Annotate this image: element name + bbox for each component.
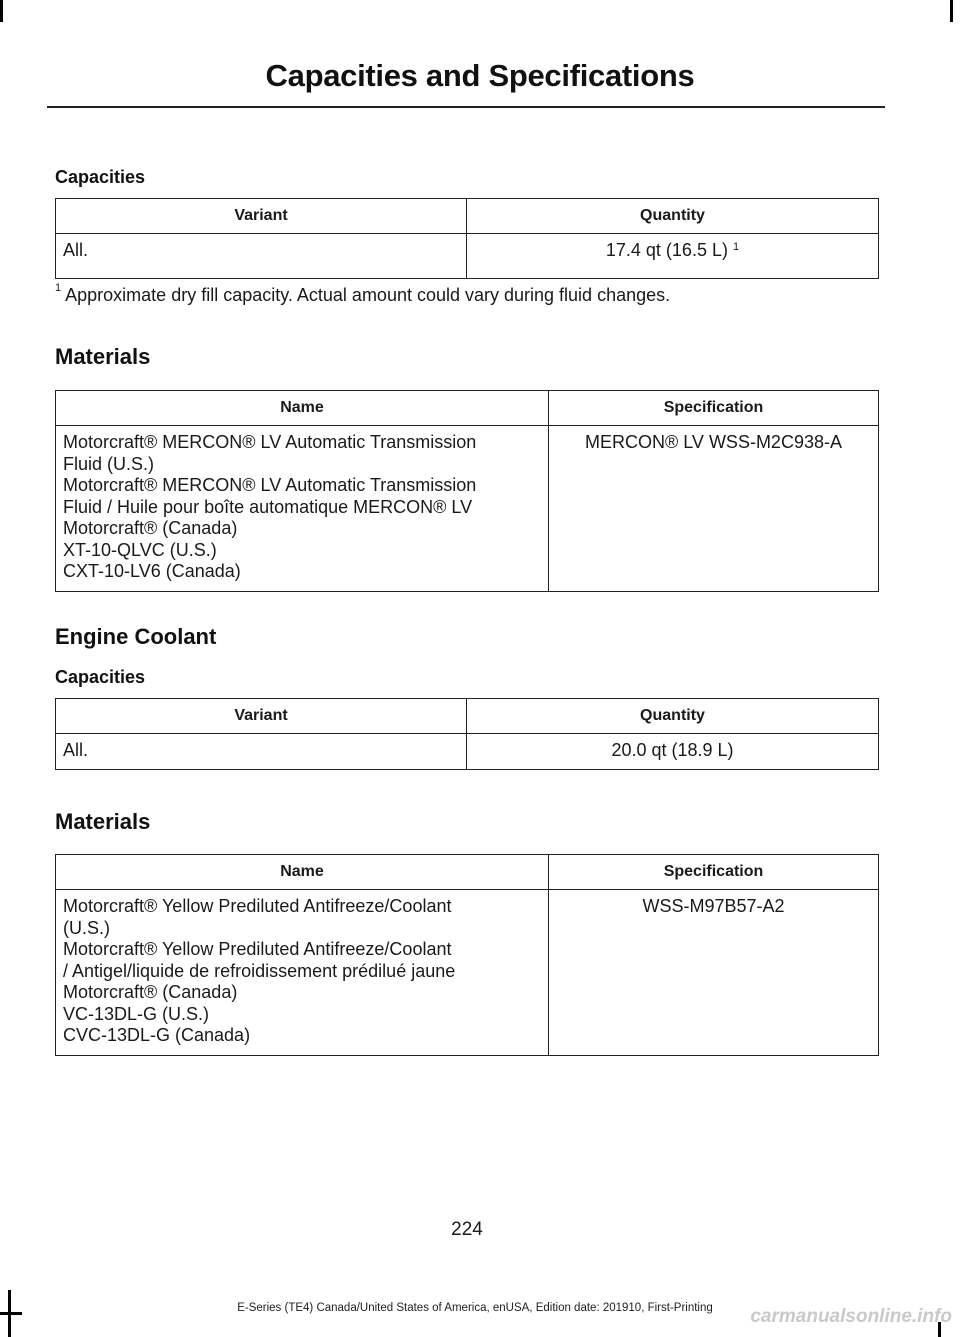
- transmission-materials-heading: Materials: [55, 344, 151, 369]
- column-header-specification: Specification: [549, 391, 879, 426]
- column-header-name: Name: [56, 391, 549, 426]
- quantity-cell: 20.0 qt (18.9 L): [467, 734, 879, 770]
- column-header-specification: Specification: [549, 855, 879, 890]
- name-line: Motorcraft® MERCON® LV Automatic Transmission: [63, 432, 477, 452]
- header-divider: [47, 106, 885, 108]
- coolant-capacities-heading: Capacities: [55, 667, 146, 687]
- table-row: [56, 426, 879, 592]
- name-line: Motorcraft® Yellow Prediluted Antifreeze/Coolant: [63, 896, 452, 916]
- engine-coolant-heading: Engine Coolant: [55, 624, 217, 649]
- page-title: Capacities and Specifications: [265, 58, 695, 93]
- transmission-capacities-heading: Capacities: [55, 167, 146, 187]
- name-line: XT-10-QLVC (U.S.): [63, 539, 217, 560]
- name-line: Motorcraft® (Canada): [63, 518, 238, 538]
- table-row: [56, 734, 879, 770]
- crop-mark-top-left: [0, 0, 3, 22]
- transmission-materials-table: [55, 390, 879, 592]
- name-cell: [56, 426, 549, 592]
- table-header-row: [56, 699, 879, 734]
- variant-cell: All.: [56, 234, 467, 279]
- variant-cell: All.: [56, 734, 467, 770]
- crop-mark-bottom-left: [0, 1312, 22, 1315]
- transmission-capacities-table-wrap: [55, 198, 878, 279]
- specification-cell: MERCON® LV WSS-M2C938-A: [549, 426, 879, 592]
- column-header-quantity: Quantity: [467, 199, 879, 234]
- table-row: [56, 234, 879, 279]
- page-number: 224: [451, 1219, 483, 1240]
- column-header-quantity: Quantity: [467, 699, 879, 734]
- transmission-materials-table-wrap: [55, 390, 878, 592]
- name-line: (U.S.): [63, 917, 110, 938]
- coolant-materials-heading: Materials: [55, 809, 151, 834]
- footnote: [55, 282, 878, 306]
- crop-mark-top-right: [950, 0, 953, 22]
- column-header-name: Name: [56, 855, 549, 890]
- name-line: Motorcraft® MERCON® LV Automatic Transmission: [63, 475, 477, 495]
- table-row: [56, 890, 879, 1056]
- coolant-capacities-table-wrap: [55, 698, 878, 770]
- footer-edition-text: E-Series (TE4) Canada/United States of America, enUSA, Edition date: 201910, First-Printing: [237, 1302, 713, 1314]
- name-line: Fluid (U.S.): [63, 453, 155, 474]
- crop-mark-bottom-left-v: [8, 1290, 11, 1337]
- quantity-value: 17.4 qt (16.5 L): [605, 240, 728, 260]
- quantity-cell: [467, 234, 879, 279]
- name-line: CVC-13DL-G (Canada): [63, 1025, 251, 1045]
- column-header-variant: Variant: [56, 199, 467, 234]
- table-header-row: [56, 391, 879, 426]
- footnote-text: Approximate dry fill capacity. Actual amount could vary during fluid changes.: [65, 285, 671, 305]
- name-line: Fluid / Huile pour boîte automatique MERCON® LV: [63, 496, 473, 517]
- watermark: carmanualsonline.info: [750, 1306, 952, 1327]
- name-line: Motorcraft® Yellow Prediluted Antifreeze/Coolant: [63, 939, 452, 959]
- name-line: VC-13DL-G (U.S.): [63, 1003, 210, 1024]
- name-line: / Antigel/liquide de refroidissement prédilué jaune: [63, 960, 456, 981]
- name-line: Motorcraft® (Canada): [63, 982, 238, 1002]
- column-header-variant: Variant: [56, 699, 467, 734]
- table-header-row: [56, 855, 879, 890]
- table-header-row: [56, 199, 879, 234]
- coolant-materials-table-wrap: [55, 854, 878, 1056]
- footnote-ref: 1: [732, 241, 740, 253]
- coolant-capacities-table: [55, 698, 879, 770]
- footnote-marker: 1: [55, 282, 62, 294]
- transmission-capacities-table: [55, 198, 879, 279]
- specification-cell: WSS-M97B57-A2: [549, 890, 879, 1056]
- name-line: CXT-10-LV6 (Canada): [63, 561, 241, 581]
- coolant-materials-table: [55, 854, 879, 1056]
- name-cell: [56, 890, 549, 1056]
